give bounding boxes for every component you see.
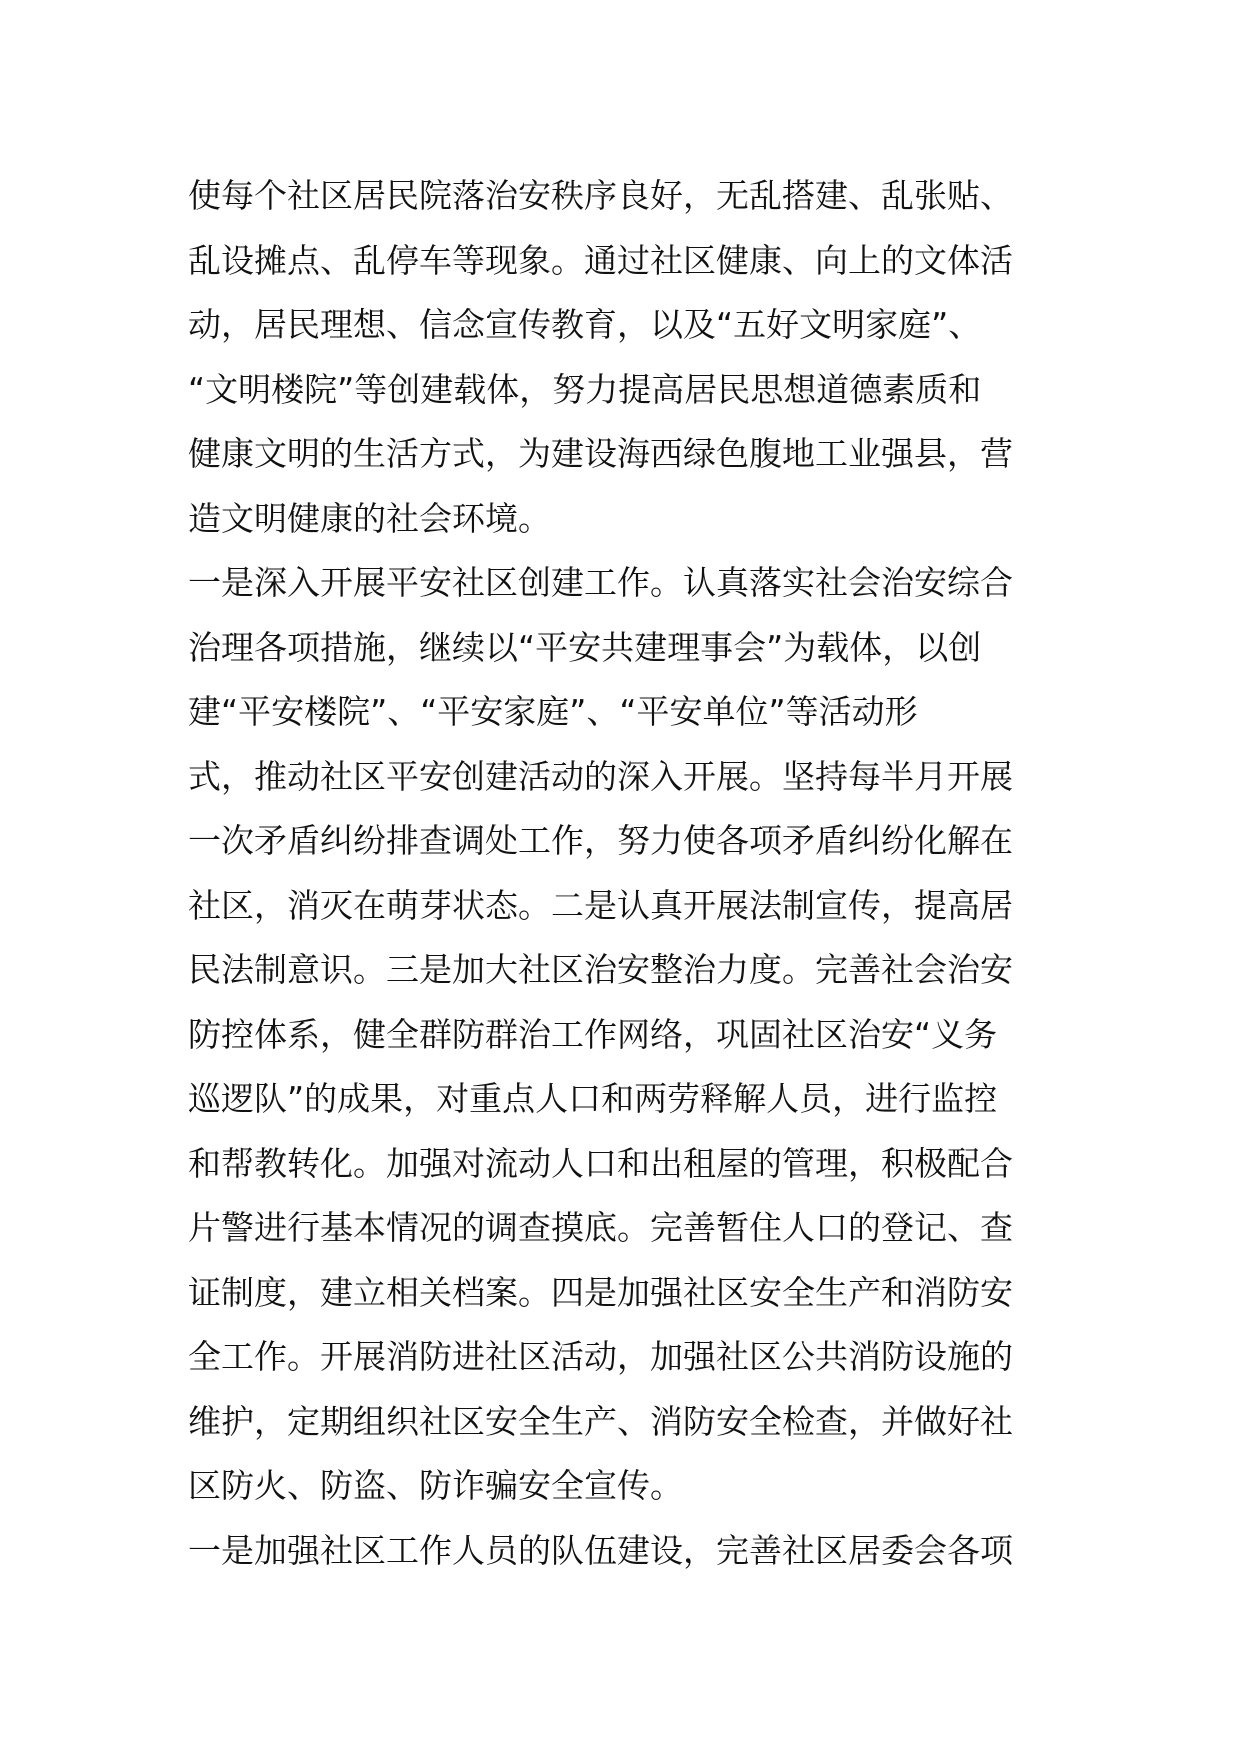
text-line: “文明楼院”等创建载体，努力提高居民思想道德素质和 — [188, 369, 982, 409]
text-line: 建“平安楼院”、“平安家庭”、“平安单位”等活动形 — [188, 692, 918, 731]
text-line: 维护，定期组织社区安全生产、消防安全检查，并做好社 — [188, 1401, 1013, 1441]
text-line: 全工作。开展消防进社区活动，加强社区公共消防设施的 — [188, 1337, 1013, 1376]
paragraph-3 — [188, 1519, 1058, 1584]
text-line: 一是深入开展平安社区创建工作。认真落实社会治安综合 — [188, 563, 1013, 602]
text-line: 片警进行基本情况的调查摸底。完善暂住人口的登记、查 — [188, 1208, 1013, 1247]
text-line: 乱设摊点、乱停车等现象。通过社区健康、向上的文体活 — [188, 240, 1013, 280]
text-line: 动，居民理想、信念宣传教育，以及“五好文明家庭”、 — [188, 305, 982, 344]
text-line: 式，推动社区平安创建活动的深入开展。坚持每半月开展 — [188, 756, 1013, 796]
paragraph-2 — [188, 551, 1058, 1519]
text-line: 证制度，建立相关档案。四是加强社区安全生产和消防安 — [188, 1272, 1013, 1312]
text-line: 造文明健康的社会环境。 — [188, 498, 551, 538]
text-line: 民法制意识。三是加大社区治安整治力度。完善社会治安 — [188, 950, 1013, 989]
text-line: 一次矛盾纠纷排查调处工作，努力使各项矛盾纠纷化解在 — [188, 821, 1013, 860]
text-line: 防控体系，健全群防群治工作网络，巩固社区治安“义务 — [188, 1014, 998, 1054]
text-line: 社区，消灭在萌芽状态。二是认真开展法制宣传，提高居 — [188, 885, 1013, 925]
text-line: 使每个社区居民院落治安秩序良好，无乱搭建、乱张贴、 — [188, 176, 1013, 215]
text-line: 和帮教转化。加强对流动人口和出租屋的管理，积极配合 — [188, 1143, 1013, 1183]
text-line: 巡逻队”的成果，对重点人口和两劳释解人员，进行监控 — [188, 1079, 998, 1118]
paragraph-1 — [188, 164, 1058, 551]
text-line: 健康文明的生活方式，为建设海西绿色腹地工业强县，营 — [188, 434, 1013, 473]
document-body — [188, 164, 1058, 1583]
text-line: 区防火、防盗、防诈骗安全宣传。 — [188, 1466, 683, 1505]
text-line: 一是加强社区工作人员的队伍建设，完善社区居委会各项 — [188, 1530, 1013, 1570]
text-line: 治理各项措施，继续以“平安共建理事会”为载体，以创 — [188, 627, 982, 667]
